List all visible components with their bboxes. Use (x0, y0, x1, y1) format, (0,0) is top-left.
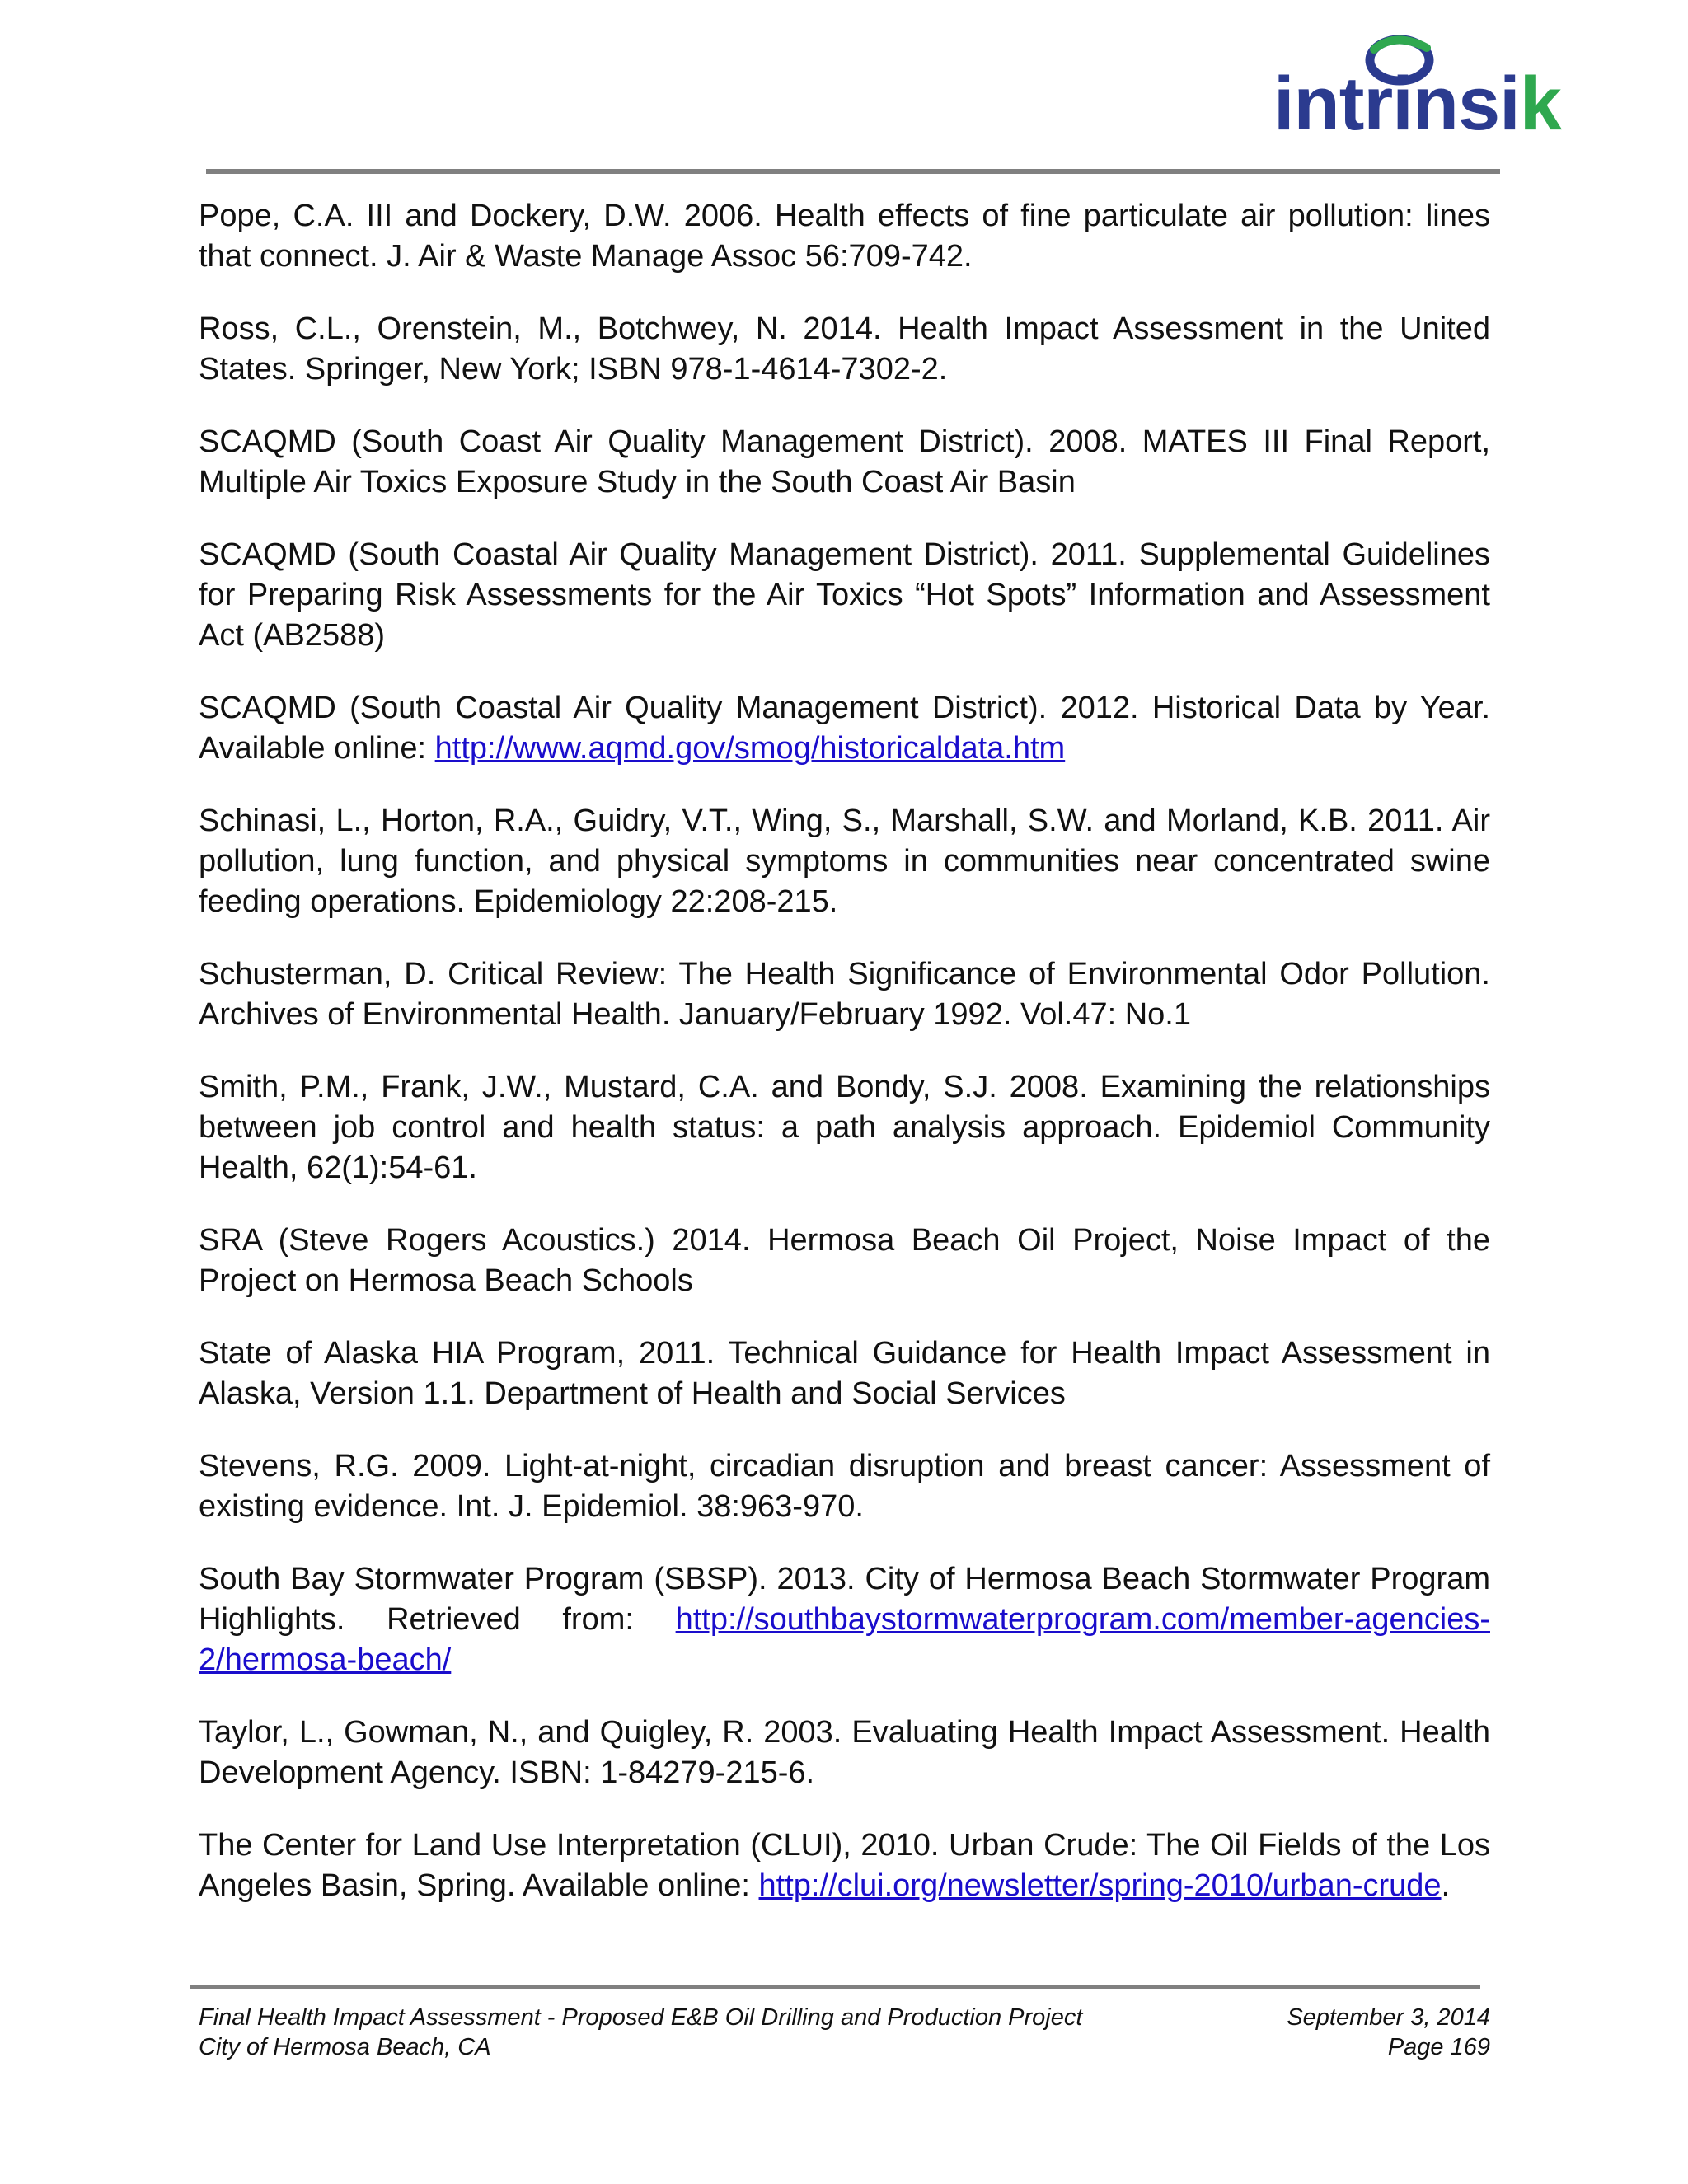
reference-entry (199, 309, 1490, 390)
reference-link[interactable]: http://www.aqmd.gov/smog/historicaldata.htm (434, 731, 1066, 766)
reference-entry (199, 196, 1490, 277)
footer-row-1 (199, 2003, 1490, 2032)
reference-entry (199, 1559, 1490, 1680)
reference-entry (199, 1333, 1490, 1414)
reference-entry (199, 954, 1490, 1035)
company-logo (1273, 31, 1561, 155)
footer-row-2 (199, 2032, 1490, 2062)
reference-entry (199, 801, 1490, 922)
header-divider (206, 169, 1500, 174)
reference-text: Smith, P.M., Frank, J.W., Mustard, C.A. and Bondy, S.J. 2008. Examining the relationships between job control and health status: a path analysis approach. Epidemiol Community Health, 62(1):54-61. (199, 1070, 1490, 1185)
reference-entry (199, 1067, 1490, 1188)
reference-text: SCAQMD (South Coast Air Quality Management District). 2008. MATES III Final Report, Multiple Air Toxics Exposure Study in the South Coast Air Basin (199, 424, 1490, 499)
reference-text: Schusterman, D. Critical Review: The Health Significance of Environmental Odor Pollution. Archives of Environmental Health. January/February 1992. Vol.47: No.1 (199, 957, 1490, 1032)
reference-entry (199, 422, 1490, 503)
footer-page-number: Page 169 (1387, 2034, 1490, 2060)
reference-entry (199, 1825, 1490, 1906)
reference-text: Schinasi, L., Horton, R.A., Guidry, V.T., Wing, S., Marshall, S.W. and Morland, K.B. 2011. Air pollution, lung function, and physical symptoms in communities near concentrated swine feeding operations. Epidemiology 22:208-215. (199, 804, 1490, 919)
reference-entry (199, 1221, 1490, 1301)
reference-link[interactable]: http://clui.org/newsletter/spring-2010/urban-crude (758, 1868, 1442, 1903)
reference-list (199, 196, 1490, 1938)
reference-entry (199, 1446, 1490, 1527)
reference-text: The Center for Land Use Interpretation (CLUI), 2010. Urban Crude: The Oil Fields of the Los Angeles Basin, Spring. Available online: (199, 1828, 1490, 1903)
reference-text: Ross, C.L., Orenstein, M., Botchwey, N. 2014. Health Impact Assessment in the United States. Springer, New York; ISBN 978-1-4614-7302-2. (199, 312, 1490, 387)
reference-entry (199, 688, 1490, 769)
reference-entry (199, 535, 1490, 656)
reference-entry (199, 1713, 1490, 1793)
reference-text: Pope, C.A. III and Dockery, D.W. 2006. Health effects of fine particulate air pollution: lines that connect. J. Air & Waste Manage Assoc 56:709-742. (199, 199, 1490, 274)
reference-text: Taylor, L., Gowman, N., and Quigley, R. 2003. Evaluating Health Impact Assessment. Health Development Agency. ISBN: 1-84279-215-6. (199, 1715, 1490, 1790)
reference-text: Stevens, R.G. 2009. Light-at-night, circadian disruption and breast cancer: Assessment of existing evidence. Int. J. Epidemiol. 38:963-970. (199, 1449, 1490, 1524)
reference-text: SCAQMD (South Coastal Air Quality Management District). 2011. Supplemental Guidelines for Preparing Risk Assessments for the Air Toxics “Hot Spots” Information and Assessment Act (AB2588) (199, 537, 1490, 653)
reference-trailing-punctuation: . (1441, 1868, 1451, 1903)
footer-divider (190, 1985, 1480, 1989)
reference-link[interactable]: http://southbaystormwaterprogram.com/member-agencies-2/hermosa-beach/ (199, 1602, 1490, 1677)
logo-text-end: k (1519, 62, 1561, 146)
footer-date: September 3, 2014 (1287, 2004, 1490, 2031)
reference-text: SRA (Steve Rogers Acoustics.) 2014. Hermosa Beach Oil Project, Noise Impact of the Project on Hermosa Beach Schools (199, 1223, 1490, 1298)
page-footer (199, 2003, 1490, 2062)
footer-document-title: Final Health Impact Assessment - Proposed E&B Oil Drilling and Production Project (199, 2004, 1083, 2031)
footer-location: City of Hermosa Beach, CA (199, 2034, 491, 2060)
reference-text: State of Alaska HIA Program, 2011. Technical Guidance for Health Impact Assessment in Alaska, Version 1.1. Department of Health and Social Services (199, 1336, 1490, 1411)
logo-text-main: intrinsi (1273, 62, 1520, 146)
logo-wordmark (1273, 62, 1561, 146)
reference-text: South Bay Stormwater Program (SBSP). 2013. City of Hermosa Beach Stormwater Program Highlights. Retrieved from: (199, 1562, 1490, 1637)
reference-text: SCAQMD (South Coastal Air Quality Management District). 2012. Historical Data by Year. Available online: (199, 691, 1490, 766)
